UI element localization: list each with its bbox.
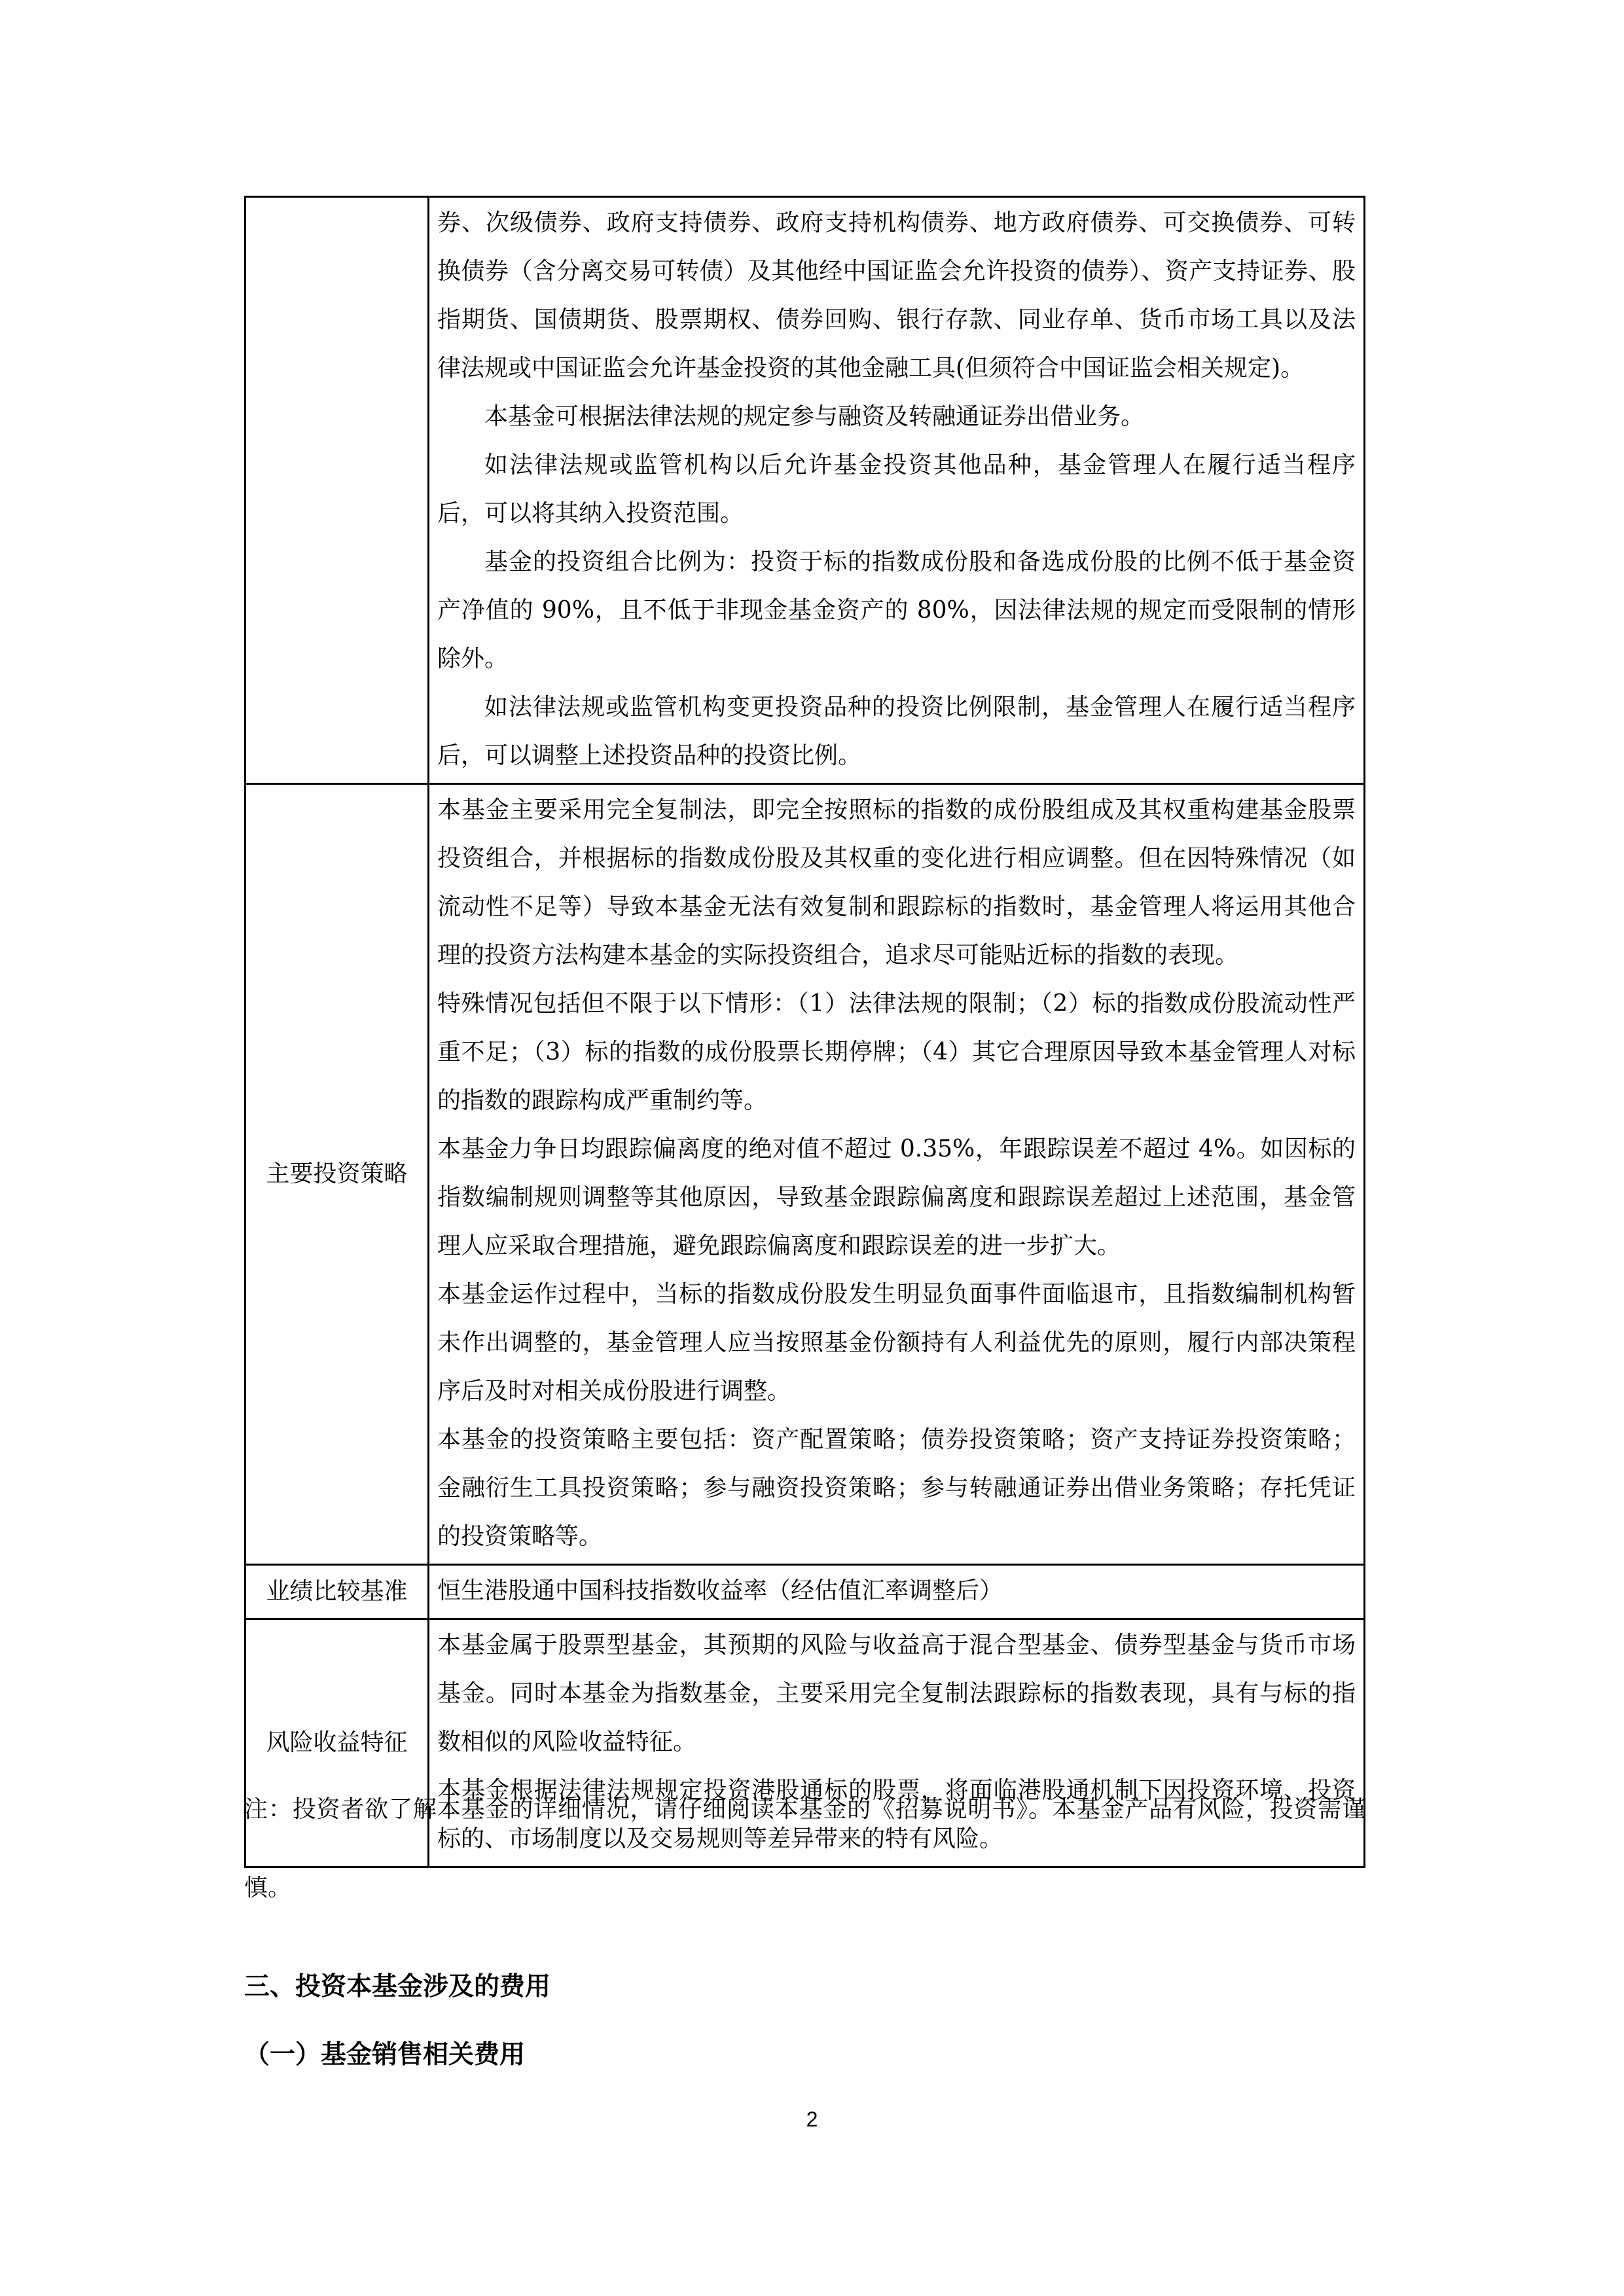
- row-label: [245, 197, 429, 784]
- paragraph: 本基金运作过程中，当标的指数成份股发生明显负面事件面临退市，且指数编制机构暂未作出调整的，基金管理人应当按照基金份额持有人利益优先的原则，履行内部决策程序后及时对相关成份股进行调整。: [437, 1281, 1356, 1405]
- fund-info-table: [244, 196, 1365, 1868]
- paragraph: 本基金主要采用完全复制法，即完全按照标的指数的成份股组成及其权重构建基金股票投资组合，并根据标的指数成份股及其权重的变化进行相应调整。但在因特殊情况（如流动性不足等）导致本基金无法有效复制和跟踪标的指数时，基金管理人将运用其他合理的投资方法构建本基金的实际投资组合，追求尽可能贴近标的指数的表现。: [437, 797, 1356, 969]
- table-row: [245, 1565, 1365, 1619]
- paragraph: 特殊情况包括但不限于以下情形：（1）法律法规的限制；（2）标的指数成份股流动性严重不足；（3）标的指数的成份股票长期停牌；（4）其它合理原因导致本基金管理人对标的指数的跟踪构成严重制约等。: [437, 990, 1356, 1114]
- page-number: 2: [806, 2108, 818, 2131]
- paragraph: 如法律法规或监管机构以后允许基金投资其他品种，基金管理人在履行适当程序后，可以将其纳入投资范围。: [437, 452, 1356, 527]
- row-content: [429, 197, 1365, 784]
- paragraph: 本基金属于股票型基金，其预期的风险与收益高于混合型基金、债券型基金与货币市场基金。同时本基金为指数基金，主要采用完全复制法跟踪标的指数表现，具有与标的指数相似的风险收益特征。: [437, 1632, 1356, 1755]
- table-row: [245, 197, 1365, 784]
- row-label: 主要投资策略: [245, 784, 429, 1565]
- paragraph: 本基金根据法律法规规定投资港股通标的股票，将面临港股通机制下因投资环境、投资标的、市场制度以及交易规则等差异带来的特有风险。: [437, 1777, 1356, 1852]
- row-label: 业绩比较基准: [245, 1565, 429, 1619]
- paragraph: 基金的投资组合比例为：投资于标的指数成份股和备选成份股的比例不低于基金资产净值的 90%，且不低于非现金基金资产的 80%，因法律法规的规定而受限制的情形除外。: [437, 548, 1356, 672]
- paragraph: 如法律法规或监管机构变更投资品种的投资比例限制，基金管理人在履行适当程序后，可以调整上述投资品种的投资比例。: [437, 694, 1356, 769]
- row-content: [429, 784, 1365, 1565]
- paragraph: 券、次级债券、政府支持债券、政府支持机构债券、地方政府债券、可交换债券、可转换债券（含分离交易可转债）及其他经中国证监会允许投资的债券）、资产支持证券、股指期货、国债期货、股票期权、债券回购、银行存款、同业存单、货币市场工具以及法律法规或中国证监会允许基金投资的其他金融工具(但须符合中国证监会相关规定)。: [437, 209, 1356, 382]
- section-title: 三、投资本基金涉及的费用: [244, 1971, 551, 2001]
- table-row: [245, 784, 1365, 1565]
- note-text: 注：投资者欲了解本基金的详细情况，请仔细阅读本基金的《招募说明书》。本基金产品有风险，投资需谨慎。: [244, 1796, 1365, 1901]
- paragraph: 恒生港股通中国科技指数收益率（经估值汇率调整后）: [437, 1577, 1003, 1604]
- subsection-title: （一）基金销售相关费用: [244, 2039, 526, 2070]
- paragraph: 本基金力争日均跟踪偏离度的绝对值不超过 0.35%，年跟踪误差不超过 4%。如因标的指数编制规则调整等其他原因，导致基金跟踪偏离度和跟踪误差超过上述范围，基金管理人应采取合理措施，避免跟踪偏离度和跟踪误差的进一步扩大。: [437, 1136, 1356, 1259]
- paragraph: 本基金可根据法律法规的规定参与融资及转融通证券出借业务。: [484, 403, 1145, 430]
- row-content: [429, 1565, 1365, 1619]
- row-label: 风险收益特征: [245, 1619, 429, 1867]
- paragraph: 本基金的投资策略主要包括：资产配置策略；债券投资策略；资产支持证券投资策略；金融衍生工具投资策略；参与融资投资策略；参与转融通证券出借业务策略；存托凭证的投资策略等。: [437, 1426, 1356, 1550]
